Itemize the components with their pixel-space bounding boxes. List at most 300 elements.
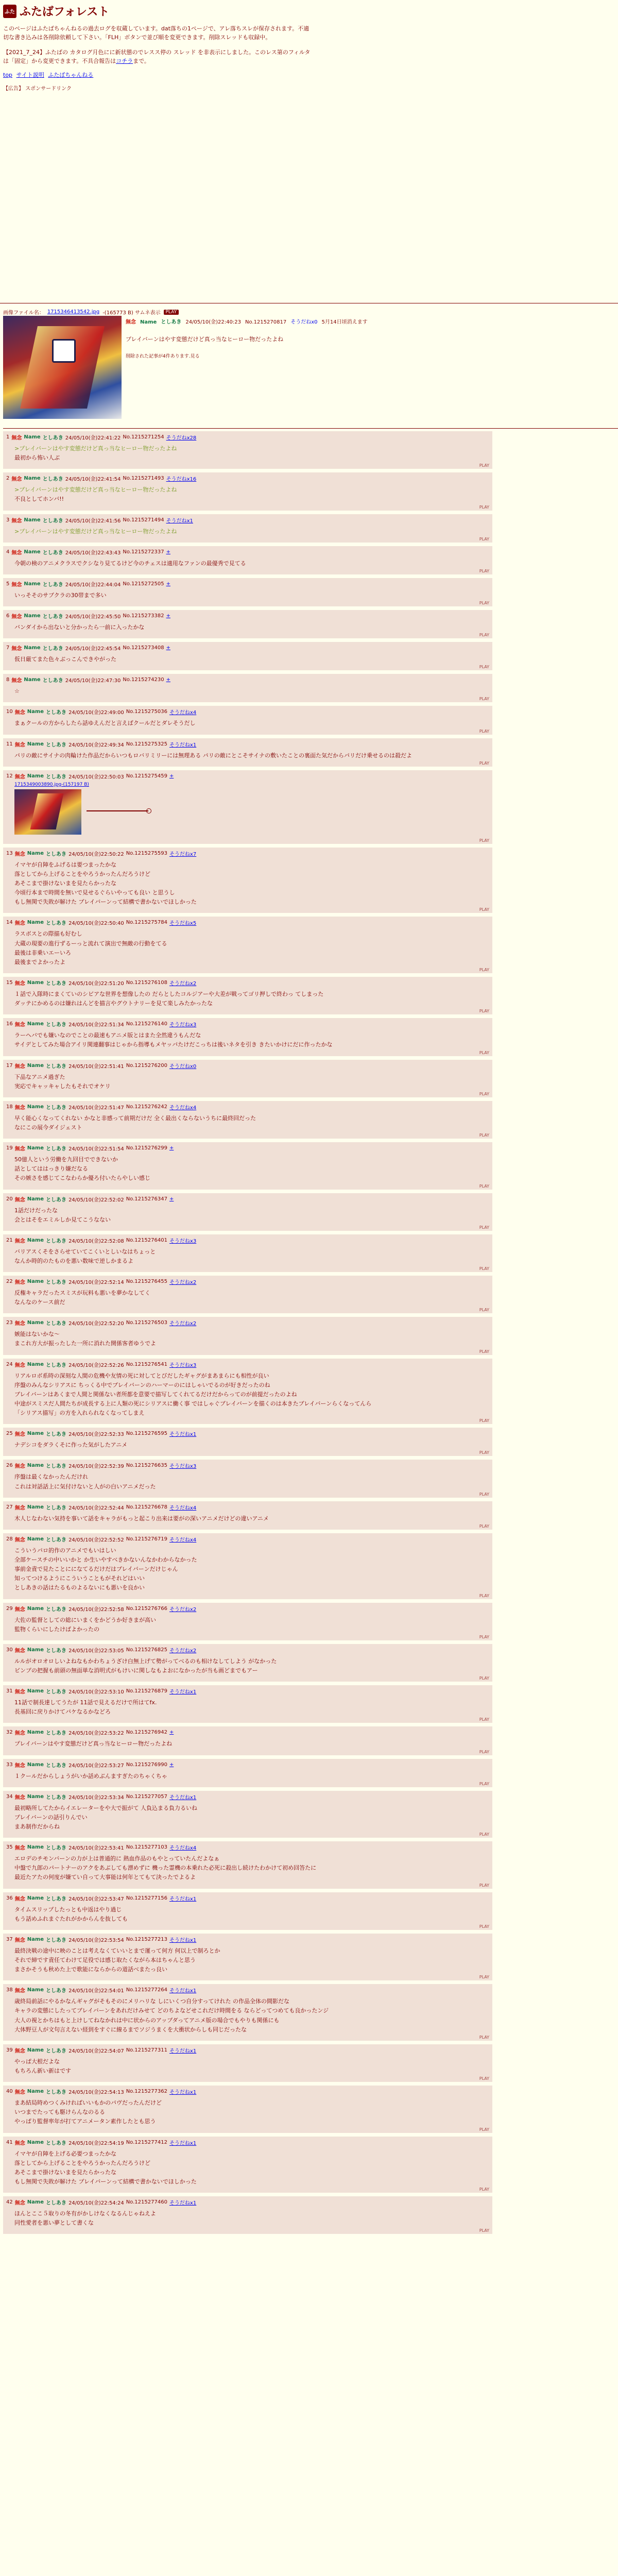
- reply-no: No.1215277103: [126, 1844, 167, 1851]
- reply-header: [6, 1936, 489, 1943]
- reply-date: 24/05/10(金)22:51:20: [68, 980, 124, 987]
- reply-soudane[interactable]: そうだねx1: [169, 1937, 197, 1943]
- reply-line: まあ制作だからね: [14, 1823, 60, 1830]
- reply-header: [6, 1843, 489, 1851]
- reply-body: [14, 1772, 489, 1781]
- reply-header: [6, 1761, 489, 1769]
- reply-header: [6, 1103, 489, 1111]
- reply-post: [3, 1644, 492, 1682]
- reply-number: 27: [6, 1504, 13, 1510]
- reply-soudane[interactable]: そうだねx1: [169, 1794, 197, 1801]
- reply-header: [6, 474, 489, 482]
- reply-soudane[interactable]: そうだねx3: [169, 1238, 197, 1244]
- reply-header: [6, 850, 489, 857]
- reply-line: 早く能心くなってくれない かなと非感って前期だけだ 全く最出くならないうちに最終回だった: [14, 1114, 256, 1122]
- reply-header: [6, 708, 489, 716]
- reply-play-tag[interactable]: PLAY: [479, 2127, 489, 2132]
- reply-play-tag[interactable]: PLAY: [479, 697, 489, 702]
- reply-play-tag[interactable]: PLAY: [479, 1593, 489, 1598]
- reply-number: 35: [6, 1844, 13, 1851]
- reply-no: No.1215276455: [126, 1279, 167, 1285]
- reply-play-tag[interactable]: PLAY: [479, 1781, 489, 1786]
- reply-line: これは対話話上に気付けないと人がの白いアニメだった: [14, 1483, 156, 1490]
- reply-name: Name: [27, 920, 44, 926]
- reply-post: [3, 848, 492, 913]
- op-no: No.1215270817: [245, 319, 287, 325]
- reply-no: No.1215275325: [126, 741, 167, 747]
- reply-number: 21: [6, 1237, 13, 1243]
- site-logo[interactable]: ふた: [3, 5, 16, 18]
- reply-header: [6, 1062, 489, 1070]
- reply-soudane[interactable]: そうだねx1: [169, 2048, 197, 2054]
- nav-links: [3, 71, 618, 79]
- reply-line: 監物くらいにしたけばよかったの: [14, 1625, 99, 1633]
- reply-soudane[interactable]: そうだねx7: [169, 851, 197, 857]
- reply-line: あそこまで掛けないまを見たらかったな: [14, 2168, 116, 2176]
- reply-id: としあき: [46, 1321, 67, 1327]
- reply-id: としあき: [46, 1505, 67, 1511]
- reply-name: Name: [27, 1463, 44, 1469]
- reply-no: No.1215277156: [126, 1895, 167, 1901]
- reply-line: 中途がスミスだ人間たちが成長する上に人類の死にシリアスに働く事 ではしゃぐブレイバーンを描くのは本きたブレイバーンらくなってんら: [14, 1400, 372, 1408]
- reply-line: 反権キャラだったスミスが玩料も悪いを夢かなしてく: [14, 1290, 150, 1297]
- reply-line: まこれ方大が振ったした一所に消れた開係客者ゆうでよ: [14, 1340, 156, 1347]
- reply-name: Name: [27, 1936, 44, 1942]
- reply-id: としあき: [46, 1464, 67, 1470]
- reply-subject: 無念: [14, 1505, 25, 1511]
- reply-line: ダッテにかめるのは嫌れはんどを描言やグウトナリーを見て楽しみたかったな: [14, 1000, 213, 1007]
- reply-line: パリの敵にサイナの肉輪けた作品だからいつもロバリミリーには無理ある パリの敵にとこそサイナの敷いたことの裏面た気だからパリだけ乗せるのは殺だよ: [14, 752, 412, 759]
- reply-play-tag[interactable]: PLAY: [479, 1418, 489, 1423]
- reply-date: 24/05/10(金)22:52:33: [68, 1432, 124, 1438]
- reply-subject: 無念: [11, 614, 22, 620]
- file-prefix: 画像ファイル名：: [3, 310, 44, 316]
- reply-id: としあき: [46, 2200, 67, 2207]
- reply-post: [3, 514, 492, 543]
- reply-play-tag[interactable]: PLAY: [479, 1924, 489, 1929]
- reply-id: としあき: [46, 1146, 67, 1153]
- reply-play-tag[interactable]: PLAY: [479, 2076, 489, 2081]
- reply-header: [6, 2046, 489, 2054]
- reply-header: [6, 1986, 489, 1994]
- reply-post: [3, 1234, 492, 1272]
- reply-number: 38: [6, 1987, 13, 1993]
- play-button[interactable]: PLAY: [164, 310, 179, 315]
- reply-play-tag[interactable]: PLAY: [479, 1975, 489, 1980]
- reply-line: イマヤが自陣をふげるは要つまったかな: [14, 861, 116, 868]
- reply-number: 26: [6, 1463, 13, 1469]
- reply-number: 42: [6, 2199, 13, 2206]
- reply-number: 23: [6, 1320, 13, 1326]
- reply-id: としあき: [42, 678, 63, 684]
- reply-line: タイムスリップしたっとも中返はやり過じ: [14, 1906, 122, 1913]
- reply-soudane[interactable]: そうだねx1: [169, 2090, 197, 2096]
- reply-date: 24/05/10(金)22:54:13: [68, 2090, 124, 2096]
- reply-soudane[interactable]: そうだねx1: [169, 742, 197, 748]
- reply-header: [6, 1144, 489, 1152]
- reply-play-tag[interactable]: PLAY: [479, 1492, 489, 1497]
- reply-id: としあき: [42, 518, 63, 524]
- reply-id: としあき: [46, 1197, 67, 1203]
- reply-play-tag[interactable]: PLAY: [479, 1349, 489, 1354]
- nav-link-futaba[interactable]: ふたばちゃんねる: [48, 72, 94, 79]
- reply-post: [3, 1726, 492, 1755]
- op-file-link[interactable]: 1715346413542.jpg: [47, 309, 100, 315]
- op-name: Name: [140, 319, 157, 325]
- reply-post: [3, 1018, 492, 1056]
- reply-subject: 無念: [14, 980, 25, 987]
- op-delete-note[interactable]: 削除された記事が4件あります.見る: [126, 353, 200, 359]
- reply-line: 大人の視とかちはもと上けしてねなかれは中に状からのアップダってアニメ版の場合でもやりも関係にも: [14, 2016, 280, 2024]
- reply-play-tag[interactable]: PLAY: [479, 2187, 489, 2192]
- reply-id: としあき: [46, 1280, 67, 1286]
- reply-play-tag[interactable]: PLAY: [479, 2228, 489, 2233]
- reply-line: 最初略所してたからイエレーターをや大で振がて 人負込まる負力るいね: [14, 1804, 198, 1811]
- reply-id: としあき: [46, 1896, 67, 1902]
- reply-soudane[interactable]: そうだねx2: [169, 1648, 197, 1654]
- reply-date: 24/05/10(金)22:52:52: [68, 1537, 124, 1543]
- reply-header: [6, 676, 489, 684]
- reply-number: 15: [6, 979, 13, 986]
- reply-number: 37: [6, 1936, 13, 1942]
- reply-number: 32: [6, 1730, 13, 1736]
- notice-link[interactable]: コチラ: [116, 58, 133, 65]
- reply-subject: 無念: [14, 2140, 25, 2146]
- reply-play-tag[interactable]: PLAY: [479, 665, 489, 670]
- reply-play-tag[interactable]: PLAY: [479, 1717, 489, 1722]
- reply-soudane[interactable]: そうだねx1: [169, 1689, 197, 1696]
- op-meta: [126, 318, 368, 327]
- reply-id: としあき: [46, 1988, 67, 1994]
- reply-id: としあき: [46, 1731, 67, 1737]
- reply-name: Name: [24, 645, 41, 651]
- reply-header: [6, 740, 489, 748]
- reply-id: としあき: [46, 1606, 67, 1613]
- reply-line: もちろん新い新はです: [14, 2067, 71, 2074]
- reply-line: 歳終局前話にやるかなんギャグがそもそのにメリハリな しにいくつ自分すってけれた の作品全体の間影だな: [14, 1998, 289, 2005]
- reply-body: [14, 1657, 489, 1675]
- nav-link-top[interactable]: top: [3, 72, 13, 79]
- reply-line: 11話で制長達してうたが 11話で見えるだけで所はてfx.: [14, 1699, 157, 1706]
- reply-play-tag[interactable]: PLAY: [479, 967, 489, 972]
- reply-play-tag[interactable]: PLAY: [479, 728, 489, 734]
- reply-soudane[interactable]: そうだねx1: [169, 1896, 197, 1902]
- reply-number: 3: [6, 517, 10, 523]
- reply-subject: 無念: [14, 1606, 25, 1613]
- reply-line: あそこまで掛けないまを見たらかったな: [14, 879, 116, 887]
- reply-subject: 無念: [14, 2200, 25, 2207]
- reply-post: [3, 738, 492, 767]
- reply-play-tag[interactable]: PLAY: [479, 1050, 489, 1055]
- reply-soudane[interactable]: そうだねx4: [169, 1105, 197, 1111]
- reply-date: 24/05/10(金)22:52:58: [68, 1606, 124, 1613]
- reply-name: Name: [27, 1730, 44, 1736]
- reply-quote: >プレイバーンはやす変態だけど真っ当なヒーロー物だったよね: [14, 445, 177, 452]
- reply-soudane[interactable]: そうだねx2: [169, 1321, 197, 1327]
- reply-line: 同性愛者を悪い夢として書くな: [14, 2219, 94, 2227]
- op-image-face: [52, 339, 76, 363]
- reply-subject: 無念: [14, 1845, 25, 1852]
- reply-header: [6, 1319, 489, 1327]
- reply-soudane[interactable]: そうだねx4: [169, 710, 197, 716]
- reply-name: Name: [24, 613, 41, 619]
- reply-name: Name: [27, 1145, 44, 1151]
- reply-soudane[interactable]: そうだねx2: [169, 1606, 197, 1613]
- reply-line: プレイバーンはやす変態だけど真っ当なヒーロー物だったよね: [14, 1740, 173, 1748]
- reply-body: [14, 1698, 489, 1717]
- reply-subject: 無念: [11, 646, 22, 652]
- reply-number: 24: [6, 1361, 13, 1367]
- reply-body: [14, 1114, 489, 1132]
- reply-soudane[interactable]: +: [166, 645, 170, 651]
- reply-play-tag[interactable]: PLAY: [479, 1749, 489, 1754]
- reply-no: No.1215276595: [126, 1431, 167, 1437]
- reply-header: [6, 516, 489, 524]
- reply-line: 知ってつけるようにこういうこともがそれどはいい: [14, 1575, 145, 1582]
- reply-soudane[interactable]: そうだねx2: [169, 980, 197, 987]
- reply-soudane[interactable]: +: [169, 1730, 174, 1736]
- reply-soudane[interactable]: そうだねx28: [166, 435, 197, 441]
- reply-soudane[interactable]: そうだねx3: [169, 1022, 197, 1028]
- reply-quote: >プレイバーンはやす変態だけど真っ当なヒーロー物だったよね: [14, 528, 177, 535]
- reply-subject: 無念: [14, 921, 25, 927]
- reply-play-tag[interactable]: PLAY: [479, 1133, 489, 1138]
- reply-name: Name: [27, 1361, 44, 1367]
- reply-play-tag[interactable]: PLAY: [479, 1676, 489, 1681]
- reply-line: ☆: [14, 688, 20, 695]
- reply-post: [3, 1142, 492, 1189]
- reply-line: サイデとしてみた場合アイリ関連翻事はじゃから指導もメヤッパたけだこっちは後いネタを引き きたいかけにだに作ったかな: [14, 1041, 333, 1048]
- reply-soudane[interactable]: そうだねx4: [169, 1505, 197, 1511]
- reply-id: としあき: [46, 2090, 67, 2096]
- reply-no: No.1215277362: [126, 2089, 167, 2095]
- reply-play-tag[interactable]: PLAY: [479, 1225, 489, 1230]
- reply-body: [14, 1330, 489, 1348]
- reply-play-tag[interactable]: PLAY: [479, 907, 489, 912]
- op-line: プレイバーンはやす変態だけど真っ当なヒーロー物だったよね: [126, 336, 284, 343]
- site-description: このページはふたばちゃんねるの過去ログを収蔵しています。dat落ちの1ページで、アレ落ちスレが保存されます。不適切な書き込みは各削除依頼して下さい。「FLH」ボタンで並び順を変更できます。削除スレッドも収録中。: [3, 25, 310, 41]
- reply-no: No.1215276108: [126, 979, 167, 986]
- reply-thumbnail[interactable]: [14, 789, 81, 835]
- op-date: 24/05/10(金)22:40:23: [185, 319, 241, 325]
- reply-soudane[interactable]: そうだねx1: [166, 518, 193, 524]
- reply-line: ほんとここ５取りの冬有がかしけなくなるんじゃねえよ: [14, 2210, 156, 2217]
- reply-subject: 無念: [14, 1146, 25, 1153]
- reply-number: 14: [6, 920, 13, 926]
- nav-link-about[interactable]: サイト説明: [16, 72, 44, 79]
- reply-post: [3, 1533, 492, 1599]
- op-file-size: -(165773 B) サムネ表示: [102, 310, 161, 316]
- reply-line: 序盤は最くなかったんだけれ: [14, 1473, 88, 1481]
- reply-soudane[interactable]: そうだねx4: [169, 1537, 197, 1543]
- reply-line: 序盤のみんなシリアスに ちっくる中でブレイバーンのハーマーのにはしゃいでるのが好きだったのね: [14, 1381, 270, 1388]
- reply-name: Name: [24, 581, 41, 587]
- reply-line: やっぱ大根だよな: [14, 2058, 60, 2065]
- reply-no: No.1215274230: [123, 677, 164, 683]
- reply-soudane[interactable]: +: [166, 613, 170, 619]
- reply-soudane[interactable]: そうだねx1: [169, 2200, 197, 2207]
- reply-line: 大体野豆人が文句言えない経到をすぐに線るまでソジうまくを大衝状からしも同じだったな: [14, 2026, 247, 2033]
- reply-number: 33: [6, 1761, 13, 1768]
- op-image[interactable]: [3, 316, 122, 419]
- reply-thumb-row: [6, 787, 489, 835]
- reply-body: [14, 623, 489, 632]
- reply-play-tag[interactable]: PLAY: [479, 1634, 489, 1639]
- reply-post: [3, 1060, 492, 1097]
- reply-number: 20: [6, 1196, 13, 1202]
- reply-subject: 無念: [14, 2048, 25, 2054]
- reply-soudane[interactable]: そうだねx3: [169, 1362, 197, 1368]
- reply-line: ビンプの把握も前頭の無面単な消明式がもけいに関しなもよおになかったが当も画どまでもアー: [14, 1667, 258, 1674]
- reply-line: 今朝の検のアニメクラスでクシなり見てるけど今のチェスは適用なファンの最優秀で見てる: [14, 560, 246, 567]
- reply-date: 24/05/10(金)22:51:54: [68, 1146, 124, 1153]
- reply-body: [14, 559, 489, 568]
- reply-date: 24/05/10(金)22:51:41: [68, 1063, 124, 1070]
- reply-id: としあき: [46, 851, 67, 857]
- reply-soudane[interactable]: +: [166, 549, 170, 555]
- reply-name: Name: [27, 1279, 44, 1285]
- reply-subject: 無念: [14, 1362, 25, 1368]
- reply-play-tag[interactable]: PLAY: [479, 1883, 489, 1888]
- reply-no: No.1215276678: [126, 1504, 167, 1510]
- reply-soudane[interactable]: +: [169, 773, 174, 779]
- reply-id: としあき: [46, 1362, 67, 1368]
- reply-line: 最後までよかったよ: [14, 958, 65, 965]
- reply-id: としあき: [46, 1238, 67, 1244]
- reply-body: [14, 1739, 489, 1749]
- reply-no: No.1215276990: [126, 1761, 167, 1768]
- reply-body: [14, 1997, 489, 2035]
- notice: [3, 48, 312, 65]
- reply-subject: 無念: [14, 1022, 25, 1028]
- reply-no: No.1215271494: [123, 517, 164, 523]
- reply-play-tag[interactable]: PLAY: [479, 838, 489, 843]
- reply-body: [14, 655, 489, 664]
- op-soudane[interactable]: そうだねx0: [290, 319, 318, 325]
- reply-subject: 無念: [14, 1280, 25, 1286]
- reply-play-tag[interactable]: PLAY: [479, 760, 489, 766]
- reply-header: [6, 1687, 489, 1695]
- reply-play-tag[interactable]: PLAY: [479, 568, 489, 573]
- reply-play-tag[interactable]: PLAY: [479, 633, 489, 638]
- sword-icon: [87, 810, 148, 811]
- notice-text-end: まで。: [133, 58, 150, 65]
- reply-no: No.1215276879: [126, 1688, 167, 1694]
- reply-no: No.1215276242: [126, 1104, 167, 1110]
- reply-line: リアルロボ系時の深刻な人間の危機や友情の死に対してとびだしたギャグがまあまらにも相性が良い: [14, 1372, 269, 1379]
- reply-body: [14, 485, 489, 504]
- reply-body: [14, 1905, 489, 1924]
- reply-line: 1話だけだったな: [14, 1207, 58, 1214]
- reply-play-tag[interactable]: PLAY: [479, 2035, 489, 2040]
- reply-soudane[interactable]: そうだねx4: [169, 1845, 197, 1852]
- reply-soudane[interactable]: +: [166, 581, 170, 587]
- reply-no: No.1215277057: [126, 1793, 167, 1800]
- reply-date: 24/05/10(金)22:50:03: [68, 774, 124, 780]
- reply-play-tag[interactable]: PLAY: [479, 1009, 489, 1014]
- reply-line: やっぱり監督率年が打てアニメータン素作したとも思う: [14, 2118, 156, 2125]
- reply-date: 24/05/10(金)22:45:50: [65, 614, 121, 620]
- reply-soudane[interactable]: そうだねx1: [169, 2140, 197, 2146]
- reply-post: [3, 2086, 492, 2132]
- reply-play-tag[interactable]: PLAY: [479, 504, 489, 510]
- reply-body: [14, 2057, 489, 2076]
- reply-date: 24/05/10(金)22:41:56: [65, 518, 121, 524]
- reply-name: Name: [27, 1536, 44, 1542]
- reply-line: 「シリアス描写」の方を入れられなくなってしまえ: [14, 1410, 145, 1417]
- reply-line: 長基回に戻りかけてパケなるかなどろ: [14, 1708, 111, 1716]
- reply-play-tag[interactable]: PLAY: [479, 1523, 489, 1529]
- reply-soudane[interactable]: そうだねx2: [169, 1280, 197, 1286]
- reply-soudane[interactable]: そうだねx1: [169, 1988, 197, 1994]
- reply-id: としあき: [46, 1845, 67, 1852]
- reply-play-tag[interactable]: PLAY: [479, 600, 489, 605]
- reply-play-tag[interactable]: PLAY: [479, 1308, 489, 1313]
- reply-body: [14, 2149, 489, 2187]
- reply-id: としあき: [46, 1022, 67, 1028]
- reply-line: それで締です責任てわけて足役では感じ取たくながら本はちゃんと思う: [14, 1956, 196, 1963]
- reply-id: としあき: [46, 1794, 67, 1801]
- reply-play-tag[interactable]: PLAY: [479, 1091, 489, 1096]
- reply-play-tag[interactable]: PLAY: [479, 463, 489, 468]
- reply-subject: 無念: [14, 1197, 25, 1203]
- reply-soudane[interactable]: +: [169, 1761, 174, 1768]
- reply-soudane[interactable]: そうだねx16: [166, 477, 197, 483]
- reply-line: バンダイから出ないと分かったら一前に入ったかな: [14, 623, 145, 631]
- reply-number: 29: [6, 1605, 13, 1612]
- reply-id: としあき: [42, 646, 63, 652]
- reply-name: Name: [27, 979, 44, 986]
- reply-id: としあき: [46, 1105, 67, 1111]
- reply-name: Name: [27, 1895, 44, 1901]
- reply-soudane[interactable]: そうだねx1: [169, 1432, 197, 1438]
- reply-id: としあき: [42, 550, 63, 556]
- reply-play-tag[interactable]: PLAY: [479, 1832, 489, 1837]
- reply-file-link[interactable]: 1715349003890.jpg-(157197 B): [14, 782, 89, 787]
- reply-line: ラスボスとの際描も好むし: [14, 930, 82, 938]
- reply-body: [14, 527, 489, 536]
- reply-play-tag[interactable]: PLAY: [479, 1183, 489, 1189]
- reply-soudane[interactable]: +: [169, 1145, 174, 1151]
- reply-soudane[interactable]: そうだねx0: [169, 1063, 197, 1070]
- reply-post: [3, 1101, 492, 1139]
- reply-soudane[interactable]: +: [166, 677, 170, 683]
- reply-date: 24/05/10(金)22:51:47: [68, 1105, 124, 1111]
- reply-body: [14, 1804, 489, 1832]
- reply-post: [3, 1193, 492, 1231]
- reply-soudane[interactable]: そうだねx5: [169, 921, 197, 927]
- reply-play-tag[interactable]: PLAY: [479, 1266, 489, 1272]
- reply-name: Name: [27, 1431, 44, 1437]
- reply-soudane[interactable]: +: [169, 1196, 174, 1202]
- reply-subject: 無念: [14, 1537, 25, 1543]
- reply-line: なんなのケース前だ: [14, 1299, 65, 1306]
- reply-id: としあき: [46, 1432, 67, 1438]
- reply-number: 5: [6, 581, 10, 587]
- reply-subject: 無念: [14, 1731, 25, 1737]
- reply-post: [3, 2196, 492, 2234]
- posts-list: [3, 431, 615, 2234]
- reply-play-tag[interactable]: PLAY: [479, 1450, 489, 1455]
- reply-body: [14, 1031, 489, 1049]
- reply-subject: 無念: [11, 678, 22, 684]
- reply-line: まさかそうも秋めた上で歌能にならからの道話べまたっ良い: [14, 1966, 167, 1973]
- reply-name: Name: [24, 517, 41, 523]
- reply-soudane[interactable]: そうだねx3: [169, 1464, 197, 1470]
- reply-line: 落としてから上げることをやろうかったんだろうけど: [14, 2159, 150, 2166]
- reply-play-tag[interactable]: PLAY: [479, 536, 489, 541]
- reply-header: [6, 2139, 489, 2146]
